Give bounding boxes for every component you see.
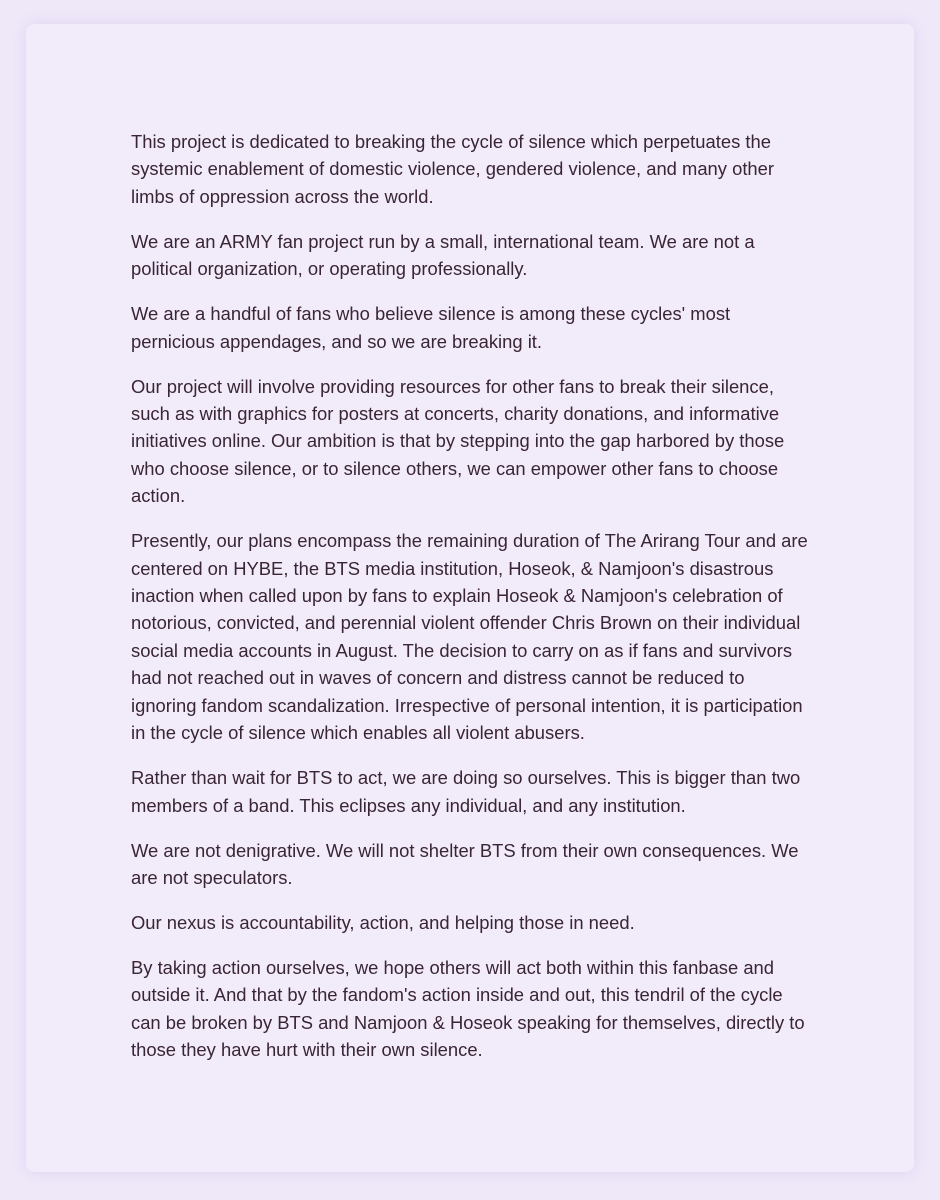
paragraph-resources: Our project will involve providing resources for other fans to break their silence, such as with graphics for posters at concerts, charity donations, and informative initiatives online. Our ambition is that by stepping into the gap harbored by those who choose silence, or to silence others, we can empower other fans to choose action.: [131, 375, 785, 507]
statement-body: [131, 128, 811, 1081]
paragraph-nexus: Our nexus is accountability, action, and helping those in need.: [131, 911, 635, 933]
paragraph-stance: We are not denigrative. We will not shelter BTS from their own consequences. We are not speculators.: [131, 839, 799, 888]
paragraph-team: We are an ARMY fan project run by a small, international team. We are not a political organization, or operating professionally.: [131, 230, 755, 280]
paragraph-belief: We are a handful of fans who believe silence is among these cycles' most pernicious appendages, and so we are breaking it.: [131, 303, 731, 352]
paragraph-hope: By taking action ourselves, we hope others will act both within this fanbase and outside it. And that by the fandom's action inside and out, this tendril of the cycle can be broken by BTS and Namjoon & Hoseok speaking for themselves, directly to those they have hurt with their own silence.: [131, 956, 805, 1061]
paragraph-plans: Presently, our plans encompass the remaining duration of The Arirang Tour and are centered on HYBE, the BTS media institution, Hoseok, & Namjoon's disastrous inaction when called upon by fans to explain Hoseok & Namjoon's celebration of notorious, convicted, and perennial violent offender Chris Brown on their individual social media accounts in August. The decision to carry on as if fans and survivors had not reached out in waves of concern and distress cannot be reduced to ignoring fandom scandalization. Irrespective of personal intention, it is participation in the cycle of silence which enables all violent abusers.: [131, 530, 808, 744]
paragraph-action: Rather than wait for BTS to act, we are doing so ourselves. This is bigger than two members of a band. This eclipses any individual, and any institution.: [131, 767, 801, 816]
statement-card: [26, 24, 914, 1172]
paragraph-mission: This project is dedicated to breaking the cycle of silence which perpetuates the systemic enablement of domestic violence, gendered violence, and many other limbs of oppression across the world.: [131, 131, 775, 207]
